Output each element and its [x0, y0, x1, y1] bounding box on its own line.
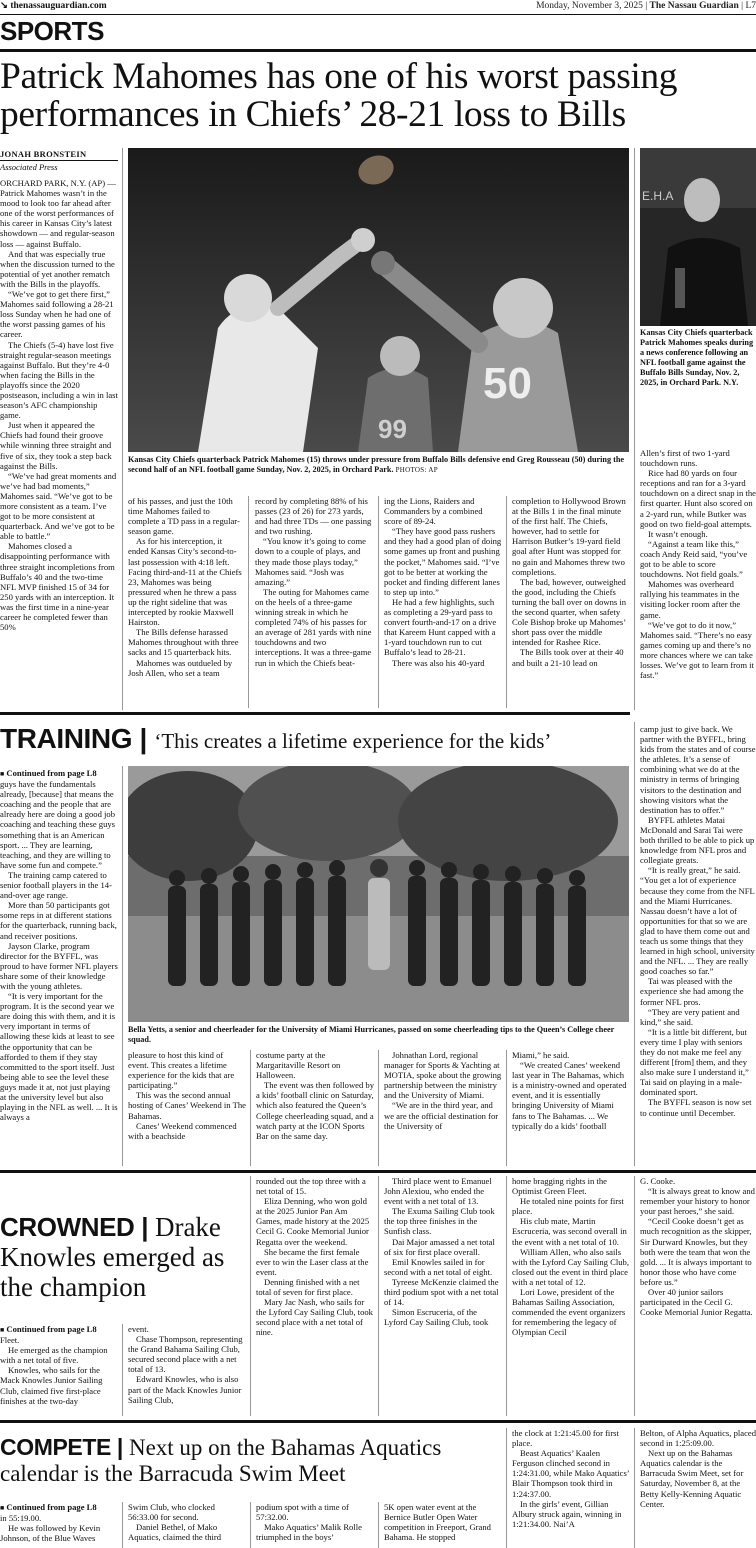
compete-col-6 [640, 1428, 756, 1548]
continued-from[interactable]: Continued from page L8 [6, 768, 97, 778]
column-rule [250, 1176, 251, 1416]
paragraph: Miami,” he said. [512, 1050, 570, 1060]
paragraph: Emil Knowles sailed in for second with a net total of eight. [384, 1256, 493, 1277]
byline-author: JONAH BRONSTEIN [0, 149, 87, 159]
training-col-5 [512, 1050, 630, 1166]
side-photo-caption: Kansas City Chiefs quarterback Patrick Mahomes speaks during a news conference following an NFL football game against the Buffalo Bills Sunday, Nov. 2, 2025, in Orchard Park. N.Y. [640, 328, 754, 387]
compete-col-2 [128, 1502, 246, 1548]
paragraph: Knowles, who sails for the Mack Knowles Junior Sailing Club, claimed five first-place finishes at the two-day [0, 1365, 103, 1406]
paragraph: “It is very important for the program. It is the second year we are doing this with them, and it is very important in terms of allowing these kids at least to see the opportunity that can be afforded to them if they stay committed to the sport itself. Just being able to see the level these guys made it at, not just playing at the university level but also playing in the NFL as well. ... It is always a [0, 991, 118, 1123]
paragraph: G. Cooke. [640, 1176, 676, 1186]
paragraph: “It is a little bit different, but every time I play with seniors they do not make me feel any different [from] them, and they also make sure I understand it,” Tai said on playing in a male-dominated sport. [640, 1026, 749, 1098]
crowned-col-3 [256, 1176, 374, 1416]
paragraph: He had a few highlights, such as completing a 29-yard pass to convert fourth-and-17 on a drive that Kareem Hunt capped with a 1-yard touchdown run to cut Buffalo’s lead to 28-21. [384, 596, 497, 658]
paragraph: Dai Major amassed a net total of six for first place overall. [384, 1236, 495, 1257]
paragraph: The bad, however, outweighed the good, including the Chiefs turning the ball over on downs in the second quarter, when safety Cole Bishop broke up Mahomes’ short pass over the middle intended for Rashee Rice. [512, 576, 627, 648]
paragraph: camp just to give back. We partner with the BYFFL, bring kids from the states and of course the athletes. It’s a sense of combining what we do at the ministry in terms of bringing visitors to the destination and showing visitors what the destination has to offer.” [640, 724, 756, 815]
paragraph: “You know it’s going to come down to a couple of plays, and they made those plays today,” Mahomes said. “Josh was amazing.” [255, 536, 366, 587]
crowned-col-6 [640, 1176, 756, 1416]
paragraph: “We created Canes’ weekend last year in The Bahamas, which is a ministry-owned and operated event, and it is essentially bringing University of Miami fans to The Bahamas. ... We typically do a kids’ football [512, 1060, 627, 1131]
paragraph: The training camp catered to senior football players in the 14-and-over age range. [0, 869, 112, 901]
column-rule [634, 1176, 635, 1416]
story-divider [0, 712, 630, 715]
paragraph: Mary Jac Nash, who sails for the Lyford Cay Sailing Club, took second place with a net total of nine. [256, 1297, 373, 1338]
paragraph: His club mate, Martin Escruceria, was second overall in the event with a net total of 10. [512, 1216, 627, 1247]
column-rule [634, 148, 635, 710]
paragraph: “We’ve got to get there first,” Mahomes said following a 28-21 loss Sunday when he had one of the worst passing games of his career. [0, 289, 114, 340]
main-photo-caption: Kansas City Chiefs quarterback Patrick Mahomes (15) throws under pressure from Buffalo Bills defensive end Greg Rousseau (50) during the second half of an NFL football game Sunday, Nov. 2, 2025, in Orchard Park. PHOTOS: AP [128, 455, 625, 474]
compete-col-1: ■ Continued from page L8 in 55:19.00. He was followed by Kevin Johnson, of the Blue Waves [0, 1502, 118, 1548]
column-rule [506, 1050, 507, 1166]
masthead-rule [0, 14, 756, 15]
paragraph: Mako Aquatics’ Malik Rolle triumphed in the boys’ [256, 1522, 362, 1543]
paragraph: It wasn’t enough. [648, 528, 708, 539]
paragraph: Mahomes was overheard rallying his teammates in the visiting locker room after the game. [640, 579, 741, 620]
svg-text:50: 50 [483, 359, 532, 408]
continued-from[interactable]: Continued from page L8 [6, 1502, 97, 1512]
paragraph: The Chiefs (5-4) have lost five straight regular-season meetings against Buffalo. But they’re 4-0 when facing the Bills in the playoffs since the 2020 postseason, including a win in last season’s AFC championship game. [0, 339, 118, 421]
paragraph: She became the first female ever to win the Laser class at the event. [256, 1246, 369, 1277]
paragraph: The BYFFL season is now set to continue until December. [640, 1097, 752, 1118]
paragraph: Belton, of Alpha Aquatics, placed second in 1:25:09.00. [640, 1428, 756, 1449]
column-rule [378, 496, 379, 708]
column-rule [250, 1050, 251, 1166]
paragraph: Canes’ Weekend commenced with a beachside [128, 1120, 237, 1141]
compete-col-5 [512, 1428, 630, 1548]
paragraph: Tyreese McKenzie claimed the third podium spot with a net total of 14. [384, 1276, 499, 1308]
masthead [0, 0, 756, 14]
paper-name: The Nassau Guardian [649, 1, 739, 11]
paragraph: “Cecil Cooke doesn’t get as much recognition as the skipper, Sir Durward Knowles, but they both were the team that won the gold. ... It is always important to honor those who have come before us.” [640, 1216, 752, 1287]
column-rule [378, 1176, 379, 1416]
crowned-col-2 [128, 1324, 246, 1416]
paragraph: Swim Club, who clocked 56:33.00 for second. [128, 1502, 215, 1523]
helmet [224, 274, 272, 322]
paragraph: There was also his 40-yard [392, 657, 485, 668]
column-rule [122, 1324, 123, 1416]
paragraph: Just when it appeared the Chiefs had found their groove while winning three straight and five of six, they took a step back against the Bills. [0, 420, 112, 471]
paragraph: 5K open water event at the Bernice Butler Open Water competition in Freeport, Grand Bahama. He stopped [384, 1502, 491, 1543]
paragraph: “They have good pass rushers and they had a good plan of doing some games up front and pushing the pocket,” Mahomes said. “I’ve got to be better at working the pocket and finding different lanes to step up into.” [384, 526, 502, 597]
column-rule [634, 1428, 635, 1548]
paragraph: in 55:19.00. [0, 1513, 42, 1524]
column-rule [250, 1502, 251, 1548]
training-headline: TRAINING | ‘This creates a lifetime experience for the kids’ [0, 723, 552, 754]
column-rule [378, 1050, 379, 1166]
compete-kicker: COMPETE [0, 1434, 111, 1460]
column-rule [248, 496, 249, 708]
lead-col-4 [384, 496, 502, 708]
paragraph: home bragging rights in the Optimist Green Fleet. [512, 1176, 607, 1197]
paragraph: costume party at the Margaritaville Resort on Halloween. [256, 1050, 341, 1081]
column-rule [506, 1428, 507, 1548]
paragraph: guys have the fundamentals already, [because] that means the coaching and the people that are already here are doing a good job coaching and teaching these guys something that is an American sport. ... They are learning, teaching, and they are willing to have some fun and compete.” [0, 779, 116, 870]
story-divider [0, 1170, 756, 1173]
paragraph: In the girls’ event, Gillian Albury struck again, winning in 1:21:34.00. Nai’A [512, 1498, 622, 1529]
paragraph: “They are very patient and kind,” she said. [640, 1006, 740, 1027]
paragraph: He was followed by Kevin Johnson, of the Blue Waves [0, 1523, 101, 1544]
paragraph: Rice had 80 yards on four receptions and ran for a 3-yard touchdown on a direct snap in the first quarter. Hunt also scored on a 2-yard run, while Butker was good on two field-goal attempts. [640, 468, 756, 529]
svg-text:99: 99 [378, 414, 407, 444]
paragraph: completion to Hollywood Brown at the Bills 1 in the final minute of the first half. The Chiefs, however, had to settle for Harrison Butker’s 19-yard field goal after Hunt was stopped for no gain and Mahomes threw two completions. [512, 496, 626, 577]
paragraph: record by completing 88% of his passes (23 of 26) for 273 yards, and had three TDs — one passing and two rushing. [255, 496, 372, 537]
column-rule [122, 1502, 123, 1548]
paragraph: And that was especially true when the discussion turned to the potential of yet another rematch with the Bills in the playoffs. [0, 248, 115, 289]
paragraph: More than 50 participants got some reps in at different stations for the quarterback, running back, and receiver positions. [0, 900, 117, 941]
paragraph: The outing for Mahomes came on the heels of a three-game winning streak in which he completed 74% of his passes for an average of 281 yards with nine touchdowns and two interceptions. It was a three-game run in which the Chiefs beat- [255, 586, 372, 668]
paragraph: This was the second annual hosting of Canes’ Weekend in The Bahamas. [128, 1090, 246, 1121]
lead-col-1 [0, 178, 118, 708]
paragraph: He totaled nine points for first place. [512, 1196, 624, 1217]
paragraph: Edward Knowles, who is also part of the Mack Knowles Junior Sailing Club, [128, 1374, 242, 1405]
svg-text:E.H.A: E.H.A [642, 189, 674, 203]
paragraph: “It is really great,” he said. “You get a lot of experience because they come from the NFL and the Miami Hurricanes. Nassau doesn’t have a lot of opportunities for that so we are glad to have them come out and teach us some things that they learned in high school, university and the NFL. ... They are really good coaches so far.” [640, 865, 755, 977]
paragraph: Tai was pleased with the experience she had among the former NFL pros. [640, 976, 744, 1007]
paragraph: Mahomes closed a disappointing performance with three straight incompletions from Buffalo’s 40 and the two-time NFL MVP finished 15 of 34 for 250 yards with an interception. It was the first time in a nine-year career he completed fewer than 50% [0, 541, 115, 633]
paragraph: Third place went to Emanuel John Alexiou, who ended the event with a net total of 13. [384, 1176, 492, 1207]
paragraph: rounded out the top three with a net total of 15. [256, 1176, 366, 1197]
paragraph: Eliza Denning, who won gold at the 2025 Junior Pan Am Games, made history at the 2025 Cecil G. Cooke Memorial Junior Regatta over the weekend. [256, 1196, 370, 1247]
coach-figure [368, 878, 390, 970]
game-action-photo [128, 148, 629, 452]
paragraph: Allen’s first of two 1-yard touchdown runs. [640, 448, 730, 469]
paragraph: Next up on the Bahamas Aquatics calendar is the Barracuda Swim Meet, set for Saturday, November 8, at the Betty Kelly-Kenning Aquatic Center. [640, 1448, 744, 1509]
compete-col-3 [256, 1502, 374, 1548]
paragraph: “It is always great to know and remember your history to honor your past heroes,” she said. [640, 1186, 755, 1217]
training-col-6 [640, 724, 756, 1166]
paragraph: The Bills defense harassed Mahomes throughout with three sacks and 15 quarterback hits. [128, 627, 239, 658]
column-rule [506, 496, 507, 708]
column-rule [506, 1176, 507, 1416]
football-action-illustration [128, 148, 629, 452]
crowned-kicker: CROWNED [0, 1212, 135, 1242]
paragraph: The Bills took over at their 40 and built a 21-10 lead on [512, 647, 624, 668]
site-url[interactable]: ↘ thenassauguardian.com [0, 1, 107, 11]
paragraph: the clock at 1:21:45.00 for first place. [512, 1428, 619, 1449]
crowned-headline: CROWNED | Drake Knowles emerged as the champion [0, 1212, 225, 1302]
lead-col-5 [512, 496, 630, 708]
news-conference-photo [640, 148, 756, 326]
photo-credit: PHOTOS: AP [395, 466, 438, 474]
paragraph: Chase Thompson, representing the Grand Bahama Sailing Club, secured second place with a net total of 13. [128, 1334, 243, 1375]
paragraph: BYFFL athletes Matai McDonald and Sarai Tai were both thrilled to be able to pick up knowledge from NFL pros and collegiate greats. [640, 814, 755, 866]
training-kicker: TRAINING [0, 723, 133, 754]
training-col-1: ■ Continued from page L8 guys have the fundamentals already, [because] that means the coaching and the people that are already here are doing a good job coaching and teaching these guys something that is an American sport. ... They are learning, teaching, and they are willing to have some fun and compete.” The training camp catered to senior football players in the 14-and-over age range. More than 50 participants got some reps in at different stations for the quarterback, running back, and receiver positions. Jayson Clarke, program director for the BYFFL, was proud to have former NFL players share some of their knowledge with the young athletes. “It is very important for the program. It is the second year we are doing this with them, and it is very important in terms of allowing these kids at least to see the opportunity that can be afforded to them if they stay committed to the sport itself. Just being able to see the level these guys made it at, not just playing at the university level but also playing in the NFL as well. ... It is always a [0, 768, 118, 1123]
column-rule [122, 148, 123, 710]
paragraph: event. [128, 1324, 149, 1334]
paragraph: He emerged as the champion with a net total of five. [0, 1345, 108, 1366]
paragraph: ing the Lions, Raiders and Commanders by a combined score of 89-24. [384, 496, 483, 527]
lead-col-2 [128, 496, 243, 708]
paragraph: pleasure to host this kind of event. This creates a lifetime experience for the kids that are participating.” [128, 1050, 235, 1091]
paragraph: Denning finished with a net total of seven for first place. [256, 1276, 360, 1298]
section-title: SPORTS [0, 16, 104, 46]
paragraph: Daniel Bethel, of Mako Aquatics, claimed the third [128, 1522, 222, 1543]
crowned-col-4 [384, 1176, 502, 1416]
training-col-2 [128, 1050, 246, 1166]
paragraph: As for his interception, it ended Kansas City’s second-to-last possession with 4:18 left. Facing third-and-11 at the Chiefs 23, Mahomes was being pressured when he threw a pass up the right sideline that was intercepted by rookie Maxwell Hairston. [128, 536, 242, 628]
paragraph: Johnathan Lord, regional manager for Sports & Yachting at MOTIA, spoke about the growing partnership between the ministry and the University of Miami. [384, 1050, 502, 1101]
paragraph: Lori Lowe, president of the Bahamas Sailing Association, commended the event organizers for remembering the legacy of Olympian Cecil [512, 1287, 626, 1338]
lead-col-3 [255, 496, 373, 708]
paragraph: “We’ve had great moments and we’ve had bad moments,” Mahomes said. “We’ve got to be more consistent as a team. I’ve got to be more consistent at quarterback. And we’ve got to be able to battle.” [0, 470, 117, 542]
lead-headline: Patrick Mahomes has one of his worst passing performances in Chiefs’ 28-21 loss to Bills [0, 56, 678, 135]
paragraph: William Allen, who also sails with the Lyford Cay Sailing Club, closed out the event in third place with a net total of 12. [512, 1246, 629, 1287]
paragraph: The Exuma Sailing Club took the top three finishes in the Sunfish class. [384, 1206, 495, 1237]
paragraph: ORCHARD PARK, N.Y. (AP) — Patrick Mahomes wasn’t in the mood to look too far ahead after one of the worst performances of his career in Kansas City’s latest showdown — and regular-season loss — against Buffalo. [0, 178, 116, 249]
paragraph: of his passes, and just the 10th time Mahomes failed to complete a TD pass in a regular-season game. [128, 496, 240, 537]
paragraph: Jayson Clarke, program director for the BYFFL, was proud to have former NFL players share some of their knowledge with the young athletes. [0, 940, 118, 991]
lead-byline [0, 149, 118, 172]
page-number: L7 [745, 1, 756, 11]
paragraph: Over 40 junior sailors participated in the Cecil G. Cooke Memorial Junior Regatta. [640, 1287, 753, 1318]
column-rule [378, 1502, 379, 1548]
column-rule [122, 766, 123, 1166]
compete-headline: COMPETE | Next up on the Bahamas Aquatics calendar is the Barracuda Swim Meet [0, 1434, 442, 1486]
training-col-3 [256, 1050, 374, 1166]
paragraph: podium spot with a time of 57:32.00. [256, 1502, 349, 1523]
paragraph: Beast Aquatics’ Kaalen Ferguson clinched second in 1:24:31.00, while Mako Aquatics’ Blair Thompson took third in 1:24:37.00. [512, 1448, 630, 1499]
compete-col-4 [384, 1502, 502, 1548]
lead-col-6 [640, 448, 756, 710]
paragraph: Simon Escruceria, of the Lyford Cay Sailing Club, took [384, 1307, 489, 1328]
paragraph: “We are in the third year, and we are the official destination for the University of [384, 1100, 499, 1131]
paragraph: “Against a team like this,” coach Andy Reid said, “you’ve got to be able to score touchdowns. Not field goals.” [640, 538, 748, 580]
crowned-col-5 [512, 1176, 630, 1416]
paragraph: “We’ve got to do it now,” Mahomes said. “There’s no easy games coming up and there’s no more chances where we can take losses. We’ve got to learn from it fast.” [640, 619, 754, 681]
continued-from[interactable]: Continued from page L8 [6, 1324, 97, 1334]
crowned-col-1: ■ Continued from page L8 Fleet. He emerged as the champion with a net total of five. Knowles, who sails for the Mack Knowles Junior Sailing Club, claimed five first-place finishes at the two-day [0, 1324, 118, 1416]
byline-org: Associated Press [0, 162, 58, 172]
story-divider [0, 1420, 756, 1423]
paragraph: Fleet. [0, 1335, 20, 1346]
training-photo-caption: Bella Yetts, a senior and cheerleader for the University of Miami Hurricanes, passed on some cheerleading tips to the Queen’s College cheer squad. [128, 1025, 615, 1044]
issue-date: Monday, November 3, 2025 [536, 1, 643, 11]
dateline: Monday, November 3, 2025 | The Nassau Guardian | L7 [536, 1, 756, 11]
cheer-squad-photo [128, 766, 629, 1022]
training-col-4 [384, 1050, 502, 1166]
paragraph: The event was then followed by a kids’ football clinic on Saturday, which also featured the Queen’s College cheerleading squad, and a watch party at the ICON Sports Bar on the same day. [256, 1080, 374, 1141]
section-rule [0, 49, 756, 52]
column-rule [634, 722, 635, 1166]
paragraph: Mahomes was outdueled by Josh Allen, who set a team [128, 657, 233, 678]
